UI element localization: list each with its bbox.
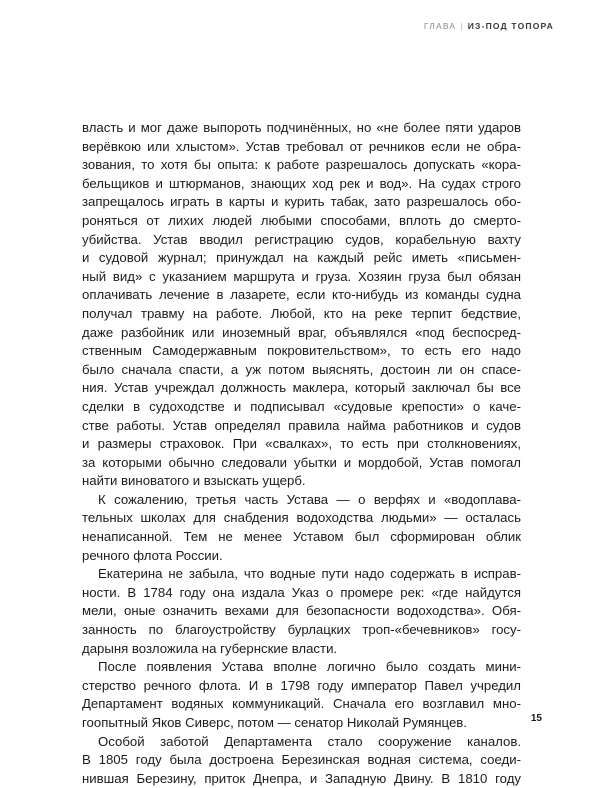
text-line: гоопытный Яков Сиверс, потом — сенатор Николай Румянцев. xyxy=(82,715,467,730)
text-line: ственным Самодержавным покровительством», то есть его надо xyxy=(82,343,521,359)
text-line: зования, то хотя бы опыта: к работе разрешалось допускать «кора- xyxy=(82,157,521,173)
text-line: и размеры страховок. При «свалках», то есть при столкновениях, xyxy=(82,436,521,452)
text-line: К сожалению, третья часть Устава — о верфях и «водоплава- xyxy=(98,491,521,507)
paragraph xyxy=(82,119,521,491)
text-line: стве работы. Устав определял правила найма работников и судов xyxy=(82,417,521,433)
text-line: В 1805 году была достроена Березинская водная система, соеди- xyxy=(82,752,521,768)
text-line: Екатерина не забыла, что водные пути надо содержать в исправ- xyxy=(98,566,521,582)
running-header-chapter-title: ИЗ-ПОД ТОПОРА xyxy=(467,21,554,31)
text-line: ный вид» с указанием маршрута и груза. Хозяин груза был обязан xyxy=(82,268,521,284)
text-line: роняться от лихих людей любыми способами, вплоть до смерто- xyxy=(82,212,521,228)
paragraph xyxy=(82,658,521,732)
text-line: Департамент водяных коммуникаций. Сначала его возглавил мно- xyxy=(82,696,521,712)
text-line: ненаписанной. Тем не менее Уставом был сформирован облик xyxy=(82,529,521,545)
text-line: было сначала спасти, а уж потом выяснять, достоин ли он спасе- xyxy=(82,361,521,377)
text-line: тельных школах для снабдения водоходства людьми» — осталась xyxy=(82,510,521,526)
text-line: запрещалось играть в карты и курить табак, зато разрешалось обо- xyxy=(82,194,521,210)
running-header-section: ГЛАВА xyxy=(423,21,457,31)
text-line: даже разбойник или иноземный враг, объявлялся «под беспосред- xyxy=(82,324,521,340)
paragraph xyxy=(82,491,521,565)
text-line: найти виноватого и взыскать ущерб. xyxy=(82,473,306,489)
text-line: дарыня возложила на губернские власти. xyxy=(82,640,338,656)
paragraph xyxy=(82,565,521,658)
text-line: нившая Березину, приток Днепра, и Западную Двину. В 1810 году xyxy=(82,770,521,786)
text-line: занность по благоустройству бурлацких троп-«бечевников» госу- xyxy=(82,622,521,638)
text-line: власть и мог даже выпороть подчинённых, но «не более пяти ударов xyxy=(82,120,521,135)
text-line: сделки в судоходстве и подписывал «судовые крепости» о каче- xyxy=(82,398,521,414)
text-line: верёвкою или хлыстом». Устав требовал от речников если не обра- xyxy=(82,138,521,154)
text-line: мели, оные означить вехами для безопасности водоходства». Обя- xyxy=(82,603,521,619)
text-line: получал травму на работе. Любой, кто на реке терпит бедствие, xyxy=(82,305,521,321)
paragraph xyxy=(82,733,521,788)
text-line: убийства. Устав вводил регистрацию судов, корабельную вахту xyxy=(82,231,521,247)
text-line: ности. В 1784 году она издала Указ о промере рек: «где найдутся xyxy=(82,584,521,600)
running-header xyxy=(424,21,554,31)
running-header-separator: | xyxy=(460,21,464,31)
text-line: Особой заботой Департамента стало сооружение каналов. xyxy=(98,733,521,749)
text-line: стерство речного флота. И в 1798 году император Павел учредил xyxy=(82,677,521,693)
text-line: и судовой журнал; принуждал на каждый рейс иметь «письмен- xyxy=(82,250,521,266)
text-line: бельщиков и штюрманов, знающих ход рек и вод». На судах строго xyxy=(82,175,521,191)
text-line: оплачивать лечение в лазарете, если кто-нибудь из команды судна xyxy=(82,287,521,303)
text-line: речного флота России. xyxy=(82,547,223,563)
text-line: ния. Устав учреждал должность маклера, который заключал бы все xyxy=(82,380,521,396)
text-line: После появления Устава вполне логично было создать мини- xyxy=(98,659,521,675)
text-line: за которыми обычно следовали убытки и мордобой, Устав помогал xyxy=(82,454,521,470)
page-body xyxy=(82,119,521,788)
page-number: 15 xyxy=(530,713,542,724)
